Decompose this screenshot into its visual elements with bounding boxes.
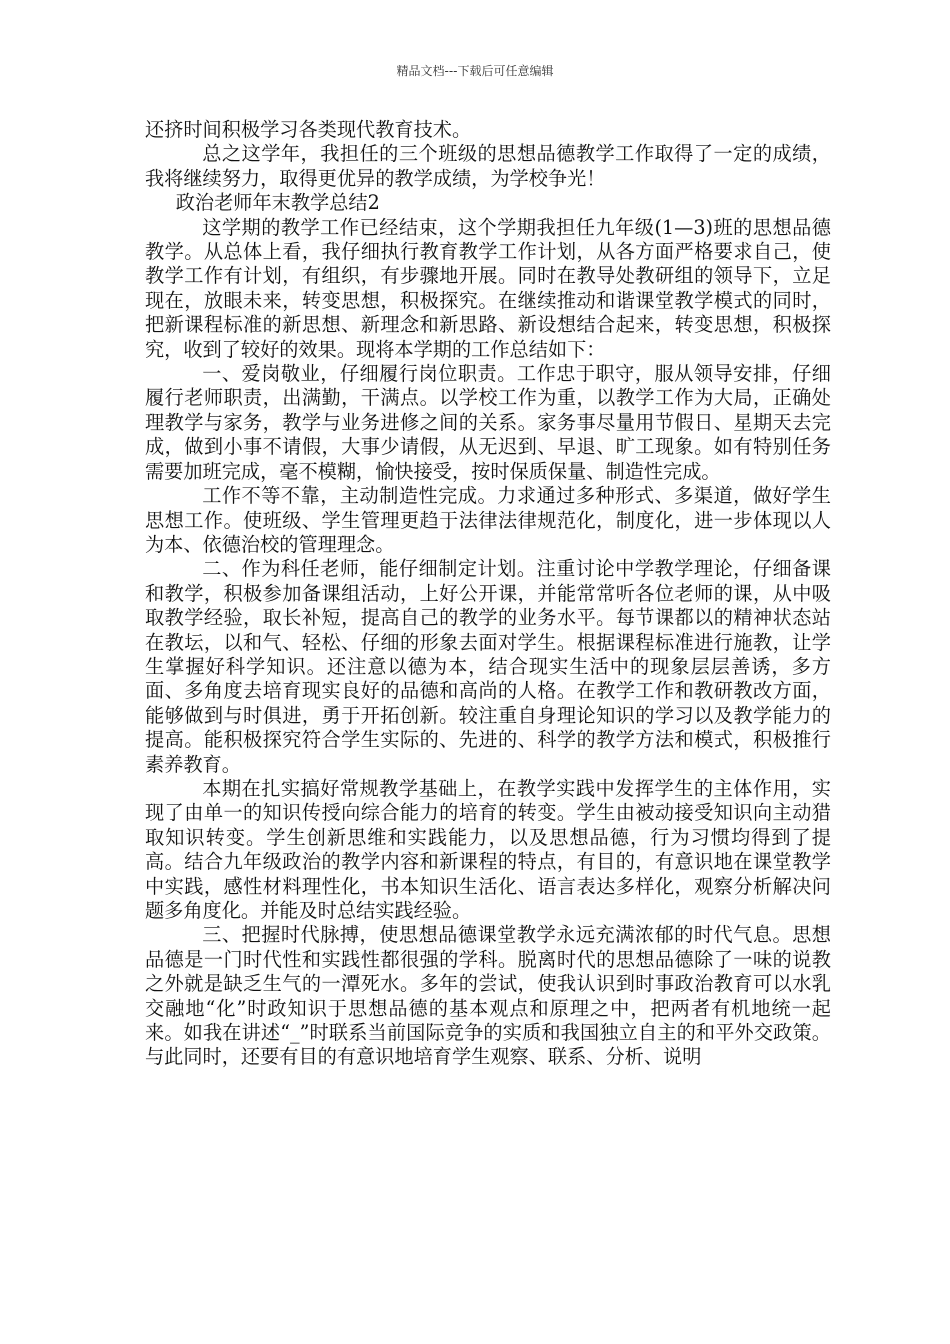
paragraph-point-three: 三、把握时代脉搏，使思想品德课堂教学永远充满浓郁的时代气息。思想品德是一门时代性和实践性都很强的学科。脱离时代的思想品德除了一味的说教之外就是缺乏生气的一潭死水。多年的尝试，使我认识到时事政治教育可以水乳交融地“化”时政知识于思想品德的基本观点和原理之中，把两者有机地统一起来。如我在讲述“_”时联系当前国际竞争的实质和我国独立自主的和平外交政策。与此同时，还要有目的有意识地培育学生观察、联系、分析、说明	[145, 923, 831, 1069]
paragraph-initiative: 工作不等不靠，主动制造性完成。力求通过多种形式、多渠道，做好学生思想工作。使班级、学生管理更趋于法律法律规范化，制度化，进一步体现以人为本、依德治校的管理理念。	[145, 484, 831, 556]
paragraph-continuation: 还挤时间积极学习各类现代教育技术。	[145, 118, 472, 141]
paragraph-intro: 这学期的教学工作已经结束，这个学期我担任九年级(1—3)班的思想品德教学。从总体上看，我仔细执行教育教学工作计划，从各方面严格要求自己，使教学工作有计划，有组织，有步骤地开展。同时在教导处教研组的领导下，立足现在，放眼未来，转变思想，积极探究。在继续推动和谐课堂教学模式的同时，把新课程标准的新思想、新理念和新思路、新设想结合起来，转变思想，积极探究，收到了较好的效果。现将本学期的工作总结如下：	[145, 215, 831, 361]
section-title: 政治老师年末教学总结2	[175, 191, 380, 215]
paragraph-practice: 本期在扎实搞好常规教学基础上，在教学实践中发挥学生的主体作用，实现了由单一的知识传授向综合能力的培育的转变。学生由被动接受知识向主动猎取知识转变。学生创新思维和实践能力，以及思想品德，行为习惯均得到了提高。结合九年级政治的教学内容和新课程的特点，有目的，有意识地在课堂教学中实践，感性材料理性化，书本知识生活化、语言表达多样化，观察分析解决问题多角度化。并能及时总结实践经验。	[145, 776, 831, 922]
paragraph-point-two: 二、作为科任老师，能仔细制定计划。注重讨论中学教学理论，仔细备课和教学，积极参加备课组活动，上好公开课，并能常常听各位老师的课，从中吸取教学经验，取长补短，提高自己的教学的业务水平。每节课都以的精神状态站在教坛，以和气、轻松、仔细的形象去面对学生。根据课程标准进行施教，让学生掌握好科学知识。还注意以德为本，结合现实生活中的现象层层善诱，多方面、多角度去培育现实良好的品德和高尚的人格。在教学工作和教研教改方面，能够做到与时俱进，勇于开拓创新。较注重自身理论知识的学习以及教学能力的提高。能积极探究符合学生实际的、先进的、科学的教学方法和模式，积极推行素养教育。	[145, 557, 831, 776]
paragraph-point-one: 一、爱岗敬业，仔细履行岗位职责。工作忠于职守，服从领导安排，仔细履行老师职责，出满勤，干满点。以学校工作为重，以教学工作为大局，正确处理教学与家务，教学与业务进修之间的关系。家务事尽量用节假日、星期天去完成，做到小事不请假，大事少请假，从无迟到、早退、旷工现象。如有特别任务需要加班完成，毫不模糊，愉快接受，按时保质保量、制造性完成。	[145, 362, 831, 483]
document-body	[145, 118, 831, 1070]
paragraph-conclusion: 总之这学年，我担任的三个班级的思想品德教学工作取得了一定的成绩，我将继续努力，取得更优异的教学成绩，为学校争光！	[145, 142, 831, 190]
page-header: 精品文档---下载后可任意编辑	[396, 64, 554, 78]
